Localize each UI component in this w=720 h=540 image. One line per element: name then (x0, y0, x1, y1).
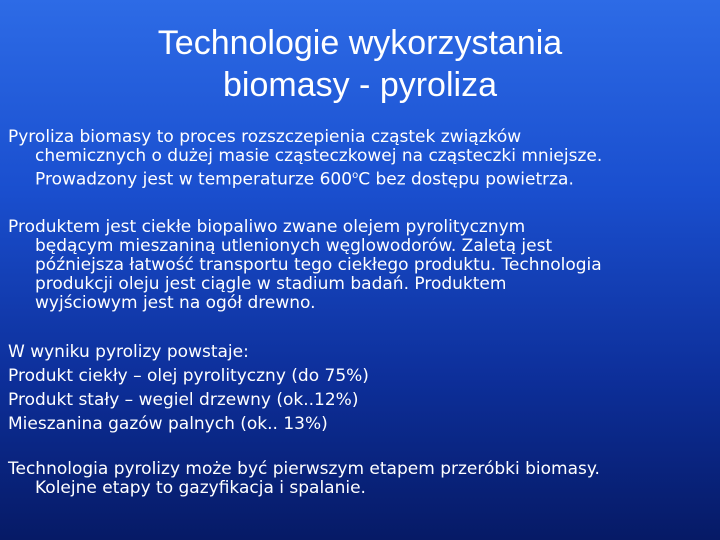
paragraph-line: chemicznych o dużej masie cząsteczkowej na cząsteczki mniejsze. (35, 146, 603, 166)
paragraph-product (8, 218, 714, 313)
paragraph-products-list (8, 340, 714, 436)
paragraph-line: Produktem jest ciekłe biopaliwo zwane olejem pyrolitycznym (8, 217, 526, 237)
paragraph-line: będącym mieszaniną utlenionych węglowodorów. Zaletą jest (35, 236, 553, 256)
paragraph-line: Kolejne etapy to gazyfikacja i spalanie. (35, 478, 366, 498)
list-item: Produkt stały – wegiel drzewny (ok..12%) (8, 390, 359, 410)
list-item: Mieszanina gazów palnych (ok.. 13%) (8, 414, 328, 434)
paragraph-pyrolysis-definition (8, 128, 714, 190)
title-line-2: biomasy - pyroliza (223, 66, 497, 104)
list-item: Produkt ciekły – olej pyrolityczny (do 75%) (8, 366, 369, 386)
list-heading: W wyniku pyrolizy powstaje: (8, 342, 249, 362)
paragraph-line: wyjściowym jest na ogół drewno. (35, 293, 316, 313)
temperature-text-a: Prowadzony jest w temperaturze 600 (35, 169, 353, 190)
paragraph-line: Technologia pyrolizy może być pierwszym etapem przeróbki biomasy. (8, 459, 600, 479)
paragraph-line: Pyroliza biomasy to proces rozszczepienia cząstek związków (8, 127, 522, 147)
paragraph-next-stages (8, 460, 714, 498)
degree-symbol: o (352, 170, 359, 181)
paragraph-line-temperature (8, 166, 714, 190)
slide-title (0, 22, 720, 106)
paragraph-line: późniejsza łatwość transportu tego ciekłego produktu. Technologia (35, 255, 602, 275)
title-line-1: Technologie wykorzystania (157, 24, 563, 62)
temperature-text-b: C bez dostępu powietrza. (358, 169, 574, 190)
paragraph-line: produkcji oleju jest ciągle w stadium badań. Produktem (35, 274, 507, 294)
